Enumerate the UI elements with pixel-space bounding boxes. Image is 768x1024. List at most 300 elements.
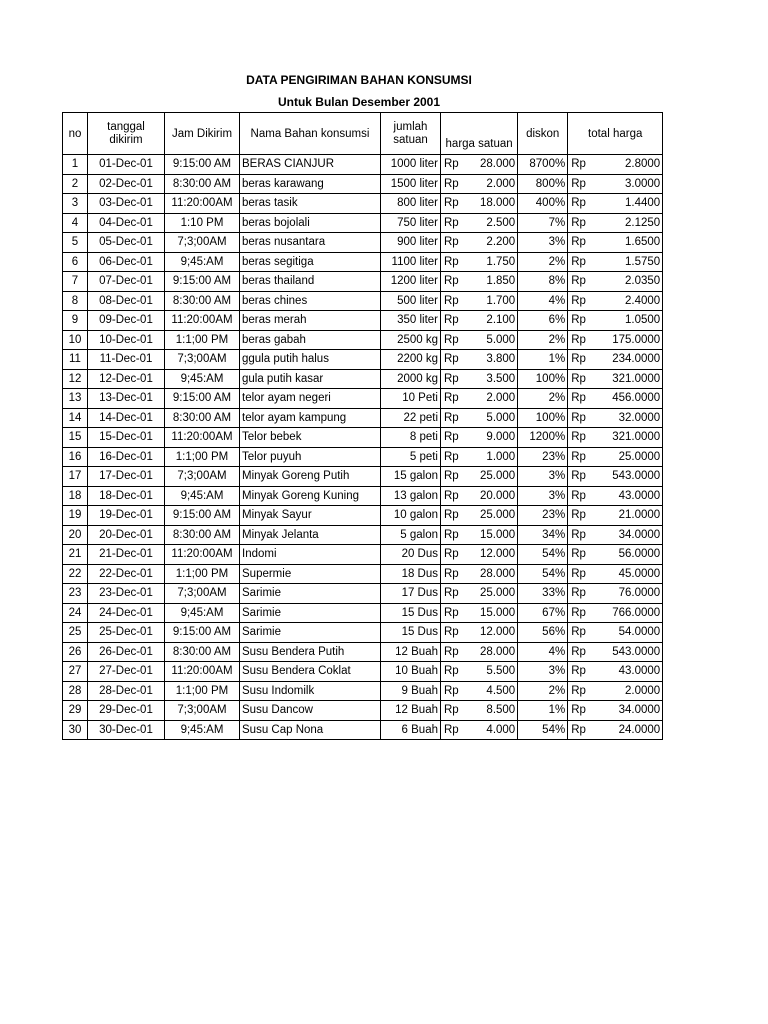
cell-no: 10 xyxy=(63,330,88,350)
cell-nama: beras bojolali xyxy=(240,213,381,233)
cell-no: 14 xyxy=(63,408,88,428)
cell-jumlah: 500 liter xyxy=(381,291,441,311)
cell-nama: Sarimie xyxy=(240,623,381,643)
cell-diskon: 1200% xyxy=(518,428,568,448)
cell-total-currency: Rp xyxy=(568,330,589,350)
cell-total-currency: Rp xyxy=(568,506,589,526)
cell-total-currency: Rp xyxy=(568,194,589,214)
cell-jam: 9:15:00 AM xyxy=(165,623,240,643)
cell-nama: beras thailand xyxy=(240,272,381,292)
cell-harga-currency: Rp xyxy=(441,428,461,448)
cell-jumlah: 9 Buah xyxy=(381,681,441,701)
cell-total: 1.6500 xyxy=(589,233,663,253)
cell-total: 3.0000 xyxy=(589,174,663,194)
table-row xyxy=(63,272,663,292)
cell-jumlah: 750 liter xyxy=(381,213,441,233)
table-row xyxy=(63,194,663,214)
cell-jam: 8:30:00 AM xyxy=(165,642,240,662)
cell-nama: Sarimie xyxy=(240,603,381,623)
header-diskon: diskon xyxy=(518,113,568,155)
cell-jumlah: 20 Dus xyxy=(381,545,441,565)
cell-jumlah: 15 Dus xyxy=(381,603,441,623)
cell-jumlah: 2200 kg xyxy=(381,350,441,370)
cell-nama: Minyak Sayur xyxy=(240,506,381,526)
cell-jam: 7;3;00AM xyxy=(165,467,240,487)
cell-tanggal: 09-Dec-01 xyxy=(88,311,165,331)
cell-harga-currency: Rp xyxy=(441,486,461,506)
cell-harga: 15.000 xyxy=(461,603,518,623)
cell-jumlah: 18 Dus xyxy=(381,564,441,584)
cell-nama: Telor bebek xyxy=(240,428,381,448)
table-row xyxy=(63,233,663,253)
cell-harga: 1.000 xyxy=(461,447,518,467)
cell-no: 19 xyxy=(63,506,88,526)
cell-harga-currency: Rp xyxy=(441,233,461,253)
table-row xyxy=(63,213,663,233)
cell-total-currency: Rp xyxy=(568,642,589,662)
cell-diskon: 34% xyxy=(518,525,568,545)
cell-nama: ggula putih halus xyxy=(240,350,381,370)
cell-tanggal: 23-Dec-01 xyxy=(88,584,165,604)
cell-harga: 15.000 xyxy=(461,525,518,545)
cell-total-currency: Rp xyxy=(568,389,589,409)
cell-diskon: 2% xyxy=(518,389,568,409)
cell-nama: Susu Indomilk xyxy=(240,681,381,701)
cell-harga-currency: Rp xyxy=(441,291,461,311)
cell-nama: gula putih kasar xyxy=(240,369,381,389)
cell-total: 45.0000 xyxy=(589,564,663,584)
cell-no: 8 xyxy=(63,291,88,311)
cell-tanggal: 11-Dec-01 xyxy=(88,350,165,370)
cell-total: 2.0350 xyxy=(589,272,663,292)
cell-harga: 20.000 xyxy=(461,486,518,506)
cell-total: 1.5750 xyxy=(589,252,663,272)
cell-total: 24.0000 xyxy=(589,720,663,740)
cell-total: 175.0000 xyxy=(589,330,663,350)
table-row xyxy=(63,311,663,331)
table-row xyxy=(63,467,663,487)
cell-jam: 8:30:00 AM xyxy=(165,174,240,194)
cell-harga-currency: Rp xyxy=(441,213,461,233)
cell-total-currency: Rp xyxy=(568,233,589,253)
cell-no: 16 xyxy=(63,447,88,467)
table-row xyxy=(63,720,663,740)
cell-jumlah: 1200 liter xyxy=(381,272,441,292)
cell-tanggal: 29-Dec-01 xyxy=(88,701,165,721)
cell-jumlah: 17 Dus xyxy=(381,584,441,604)
cell-no: 4 xyxy=(63,213,88,233)
cell-no: 3 xyxy=(63,194,88,214)
cell-nama: beras segitiga xyxy=(240,252,381,272)
table-row xyxy=(63,350,663,370)
cell-jam: 7;3;00AM xyxy=(165,350,240,370)
cell-diskon: 2% xyxy=(518,252,568,272)
table-row xyxy=(63,506,663,526)
cell-harga: 8.500 xyxy=(461,701,518,721)
table-row xyxy=(63,428,663,448)
cell-harga-currency: Rp xyxy=(441,681,461,701)
header-nama: Nama Bahan konsumsi xyxy=(240,113,381,155)
table-row xyxy=(63,564,663,584)
cell-total-currency: Rp xyxy=(568,213,589,233)
table-row xyxy=(63,486,663,506)
cell-harga-currency: Rp xyxy=(441,369,461,389)
cell-no: 23 xyxy=(63,584,88,604)
cell-tanggal: 12-Dec-01 xyxy=(88,369,165,389)
cell-jam: 9;45:AM xyxy=(165,252,240,272)
cell-diskon: 23% xyxy=(518,447,568,467)
cell-jumlah: 10 Buah xyxy=(381,662,441,682)
cell-jam: 9:15:00 AM xyxy=(165,155,240,175)
cell-jam: 9;45:AM xyxy=(165,720,240,740)
cell-nama: Sarimie xyxy=(240,584,381,604)
cell-total: 543.0000 xyxy=(589,642,663,662)
cell-nama: Susu Bendera Putih xyxy=(240,642,381,662)
cell-jumlah: 15 Dus xyxy=(381,623,441,643)
cell-total-currency: Rp xyxy=(568,155,589,175)
cell-total: 456.0000 xyxy=(589,389,663,409)
cell-jumlah: 350 liter xyxy=(381,311,441,331)
cell-tanggal: 05-Dec-01 xyxy=(88,233,165,253)
cell-no: 2 xyxy=(63,174,88,194)
document-subtitle: Untuk Bulan Desember 2001 xyxy=(277,95,441,109)
cell-total-currency: Rp xyxy=(568,350,589,370)
cell-tanggal: 30-Dec-01 xyxy=(88,720,165,740)
cell-harga: 28.000 xyxy=(461,564,518,584)
cell-harga: 2.100 xyxy=(461,311,518,331)
cell-harga-currency: Rp xyxy=(441,584,461,604)
cell-total-currency: Rp xyxy=(568,584,589,604)
cell-diskon: 2% xyxy=(518,681,568,701)
cell-jumlah: 12 Buah xyxy=(381,642,441,662)
cell-diskon: 800% xyxy=(518,174,568,194)
table-row xyxy=(63,408,663,428)
cell-harga-currency: Rp xyxy=(441,545,461,565)
cell-tanggal: 24-Dec-01 xyxy=(88,603,165,623)
cell-harga: 2.200 xyxy=(461,233,518,253)
cell-total: 2.4000 xyxy=(589,291,663,311)
cell-no: 26 xyxy=(63,642,88,662)
cell-harga: 3.500 xyxy=(461,369,518,389)
cell-nama: Minyak Goreng Kuning xyxy=(240,486,381,506)
cell-harga-currency: Rp xyxy=(441,408,461,428)
cell-diskon: 3% xyxy=(518,233,568,253)
cell-diskon: 4% xyxy=(518,642,568,662)
cell-no: 22 xyxy=(63,564,88,584)
cell-tanggal: 21-Dec-01 xyxy=(88,545,165,565)
cell-diskon: 100% xyxy=(518,369,568,389)
cell-jam: 9:15:00 AM xyxy=(165,272,240,292)
cell-tanggal: 03-Dec-01 xyxy=(88,194,165,214)
cell-jam: 1:1;00 PM xyxy=(165,330,240,350)
cell-harga: 18.000 xyxy=(461,194,518,214)
cell-tanggal: 13-Dec-01 xyxy=(88,389,165,409)
cell-nama: Indomi xyxy=(240,545,381,565)
table-row xyxy=(63,389,663,409)
cell-tanggal: 17-Dec-01 xyxy=(88,467,165,487)
cell-nama: Telor puyuh xyxy=(240,447,381,467)
cell-total: 543.0000 xyxy=(589,467,663,487)
cell-jam: 7;3;00AM xyxy=(165,233,240,253)
table-row xyxy=(63,330,663,350)
cell-total: 76.0000 xyxy=(589,584,663,604)
header-total: total harga xyxy=(568,113,663,155)
cell-no: 11 xyxy=(63,350,88,370)
cell-nama: beras gabah xyxy=(240,330,381,350)
cell-jumlah: 12 Buah xyxy=(381,701,441,721)
cell-nama: beras chines xyxy=(240,291,381,311)
cell-harga-currency: Rp xyxy=(441,252,461,272)
cell-nama: BERAS CIANJUR xyxy=(240,155,381,175)
cell-total: 321.0000 xyxy=(589,369,663,389)
cell-nama: Supermie xyxy=(240,564,381,584)
cell-total: 1.0500 xyxy=(589,311,663,331)
cell-harga-currency: Rp xyxy=(441,642,461,662)
table-row xyxy=(63,369,663,389)
table-header-row xyxy=(63,113,663,155)
table-row xyxy=(63,447,663,467)
cell-total: 34.0000 xyxy=(589,701,663,721)
cell-jumlah: 5 galon xyxy=(381,525,441,545)
cell-jumlah: 6 Buah xyxy=(381,720,441,740)
cell-no: 13 xyxy=(63,389,88,409)
cell-diskon: 56% xyxy=(518,623,568,643)
cell-nama: beras merah xyxy=(240,311,381,331)
cell-total-currency: Rp xyxy=(568,525,589,545)
cell-tanggal: 02-Dec-01 xyxy=(88,174,165,194)
cell-jam: 8:30:00 AM xyxy=(165,525,240,545)
cell-nama: Susu Cap Nona xyxy=(240,720,381,740)
cell-nama: Minyak Goreng Putih xyxy=(240,467,381,487)
cell-no: 15 xyxy=(63,428,88,448)
cell-total: 32.0000 xyxy=(589,408,663,428)
cell-no: 28 xyxy=(63,681,88,701)
cell-harga: 12.000 xyxy=(461,623,518,643)
cell-jumlah: 22 peti xyxy=(381,408,441,428)
cell-diskon: 3% xyxy=(518,662,568,682)
cell-harga: 1.700 xyxy=(461,291,518,311)
cell-harga-currency: Rp xyxy=(441,311,461,331)
cell-diskon: 33% xyxy=(518,584,568,604)
cell-jam: 9;45:AM xyxy=(165,603,240,623)
cell-total-currency: Rp xyxy=(568,720,589,740)
cell-jumlah: 800 liter xyxy=(381,194,441,214)
cell-harga-currency: Rp xyxy=(441,603,461,623)
cell-diskon: 7% xyxy=(518,213,568,233)
cell-harga-currency: Rp xyxy=(441,155,461,175)
cell-jumlah: 2000 kg xyxy=(381,369,441,389)
cell-jumlah: 2500 kg xyxy=(381,330,441,350)
cell-no: 20 xyxy=(63,525,88,545)
cell-tanggal: 10-Dec-01 xyxy=(88,330,165,350)
cell-jam: 11:20:00AM xyxy=(165,311,240,331)
header-tanggal: tanggal dikirim xyxy=(88,113,165,155)
cell-total-currency: Rp xyxy=(568,291,589,311)
cell-total: 21.0000 xyxy=(589,506,663,526)
cell-harga-currency: Rp xyxy=(441,330,461,350)
cell-jumlah: 8 peti xyxy=(381,428,441,448)
table-row xyxy=(63,701,663,721)
cell-harga-currency: Rp xyxy=(441,701,461,721)
cell-harga: 2.000 xyxy=(461,174,518,194)
cell-jam: 11:20:00AM xyxy=(165,428,240,448)
cell-nama: Susu Dancow xyxy=(240,701,381,721)
cell-harga: 25.000 xyxy=(461,467,518,487)
cell-harga: 3.800 xyxy=(461,350,518,370)
table-row xyxy=(63,525,663,545)
cell-harga: 9.000 xyxy=(461,428,518,448)
cell-total-currency: Rp xyxy=(568,467,589,487)
cell-nama: beras nusantara xyxy=(240,233,381,253)
cell-diskon: 6% xyxy=(518,311,568,331)
cell-harga: 28.000 xyxy=(461,155,518,175)
cell-total-currency: Rp xyxy=(568,564,589,584)
cell-tanggal: 04-Dec-01 xyxy=(88,213,165,233)
cell-tanggal: 25-Dec-01 xyxy=(88,623,165,643)
cell-harga: 25.000 xyxy=(461,584,518,604)
cell-no: 24 xyxy=(63,603,88,623)
cell-harga-currency: Rp xyxy=(441,564,461,584)
cell-diskon: 67% xyxy=(518,603,568,623)
cell-jam: 8:30:00 AM xyxy=(165,291,240,311)
cell-jam: 1:1;00 PM xyxy=(165,447,240,467)
table-row xyxy=(63,584,663,604)
cell-tanggal: 19-Dec-01 xyxy=(88,506,165,526)
cell-harga-currency: Rp xyxy=(441,623,461,643)
cell-tanggal: 22-Dec-01 xyxy=(88,564,165,584)
cell-total: 234.0000 xyxy=(589,350,663,370)
cell-no: 17 xyxy=(63,467,88,487)
cell-total: 2.8000 xyxy=(589,155,663,175)
cell-no: 6 xyxy=(63,252,88,272)
cell-jumlah: 1100 liter xyxy=(381,252,441,272)
cell-nama: Susu Bendera Coklat xyxy=(240,662,381,682)
table-row xyxy=(63,642,663,662)
cell-nama: Minyak Jelanta xyxy=(240,525,381,545)
cell-diskon: 1% xyxy=(518,701,568,721)
header-no: no xyxy=(63,113,88,155)
cell-total: 43.0000 xyxy=(589,662,663,682)
cell-diskon: 4% xyxy=(518,291,568,311)
cell-total-currency: Rp xyxy=(568,369,589,389)
cell-tanggal: 20-Dec-01 xyxy=(88,525,165,545)
cell-tanggal: 18-Dec-01 xyxy=(88,486,165,506)
cell-nama: beras tasik xyxy=(240,194,381,214)
cell-diskon: 1% xyxy=(518,350,568,370)
cell-no: 12 xyxy=(63,369,88,389)
cell-no: 29 xyxy=(63,701,88,721)
table-row xyxy=(63,603,663,623)
cell-tanggal: 15-Dec-01 xyxy=(88,428,165,448)
cell-no: 5 xyxy=(63,233,88,253)
cell-total-currency: Rp xyxy=(568,252,589,272)
cell-total-currency: Rp xyxy=(568,603,589,623)
cell-diskon: 8700% xyxy=(518,155,568,175)
cell-total-currency: Rp xyxy=(568,174,589,194)
cell-harga: 1.850 xyxy=(461,272,518,292)
cell-nama: telor ayam negeri xyxy=(240,389,381,409)
cell-tanggal: 14-Dec-01 xyxy=(88,408,165,428)
cell-diskon: 3% xyxy=(518,486,568,506)
cell-harga-currency: Rp xyxy=(441,389,461,409)
cell-diskon: 2% xyxy=(518,330,568,350)
cell-harga-currency: Rp xyxy=(441,350,461,370)
table-row xyxy=(63,545,663,565)
cell-harga: 12.000 xyxy=(461,545,518,565)
cell-total-currency: Rp xyxy=(568,428,589,448)
cell-diskon: 400% xyxy=(518,194,568,214)
header-harga xyxy=(441,113,518,155)
cell-jumlah: 1000 liter xyxy=(381,155,441,175)
cell-harga-currency: Rp xyxy=(441,662,461,682)
cell-total: 321.0000 xyxy=(589,428,663,448)
cell-total-currency: Rp xyxy=(568,681,589,701)
cell-harga: 5.500 xyxy=(461,662,518,682)
cell-jam: 11:20:00AM xyxy=(165,194,240,214)
table-row xyxy=(63,662,663,682)
cell-harga-currency: Rp xyxy=(441,525,461,545)
cell-jumlah: 13 galon xyxy=(381,486,441,506)
cell-jam: 1:1;00 PM xyxy=(165,564,240,584)
cell-harga: 25.000 xyxy=(461,506,518,526)
cell-total: 34.0000 xyxy=(589,525,663,545)
cell-harga-currency: Rp xyxy=(441,447,461,467)
cell-jumlah: 15 galon xyxy=(381,467,441,487)
cell-harga: 28.000 xyxy=(461,642,518,662)
cell-no: 9 xyxy=(63,311,88,331)
cell-harga-currency: Rp xyxy=(441,467,461,487)
cell-nama: beras karawang xyxy=(240,174,381,194)
cell-jumlah: 5 peti xyxy=(381,447,441,467)
cell-harga-currency: Rp xyxy=(441,272,461,292)
cell-total: 56.0000 xyxy=(589,545,663,565)
cell-tanggal: 06-Dec-01 xyxy=(88,252,165,272)
cell-harga: 5.000 xyxy=(461,330,518,350)
cell-no: 21 xyxy=(63,545,88,565)
cell-tanggal: 08-Dec-01 xyxy=(88,291,165,311)
cell-tanggal: 26-Dec-01 xyxy=(88,642,165,662)
cell-total: 2.0000 xyxy=(589,681,663,701)
cell-harga-currency: Rp xyxy=(441,194,461,214)
cell-total-currency: Rp xyxy=(568,545,589,565)
cell-jam: 9:15:00 AM xyxy=(165,389,240,409)
document-title: DATA PENGIRIMAN BAHAN KONSUMSI xyxy=(246,73,472,87)
cell-harga: 5.000 xyxy=(461,408,518,428)
table-row xyxy=(63,681,663,701)
table-row xyxy=(63,291,663,311)
cell-jam: 9;45:AM xyxy=(165,369,240,389)
cell-no: 1 xyxy=(63,155,88,175)
cell-jam: 9;45:AM xyxy=(165,486,240,506)
cell-diskon: 8% xyxy=(518,272,568,292)
cell-harga-currency: Rp xyxy=(441,174,461,194)
cell-diskon: 54% xyxy=(518,545,568,565)
cell-jam: 1:10 PM xyxy=(165,213,240,233)
cell-harga: 2.500 xyxy=(461,213,518,233)
cell-total-currency: Rp xyxy=(568,447,589,467)
cell-tanggal: 16-Dec-01 xyxy=(88,447,165,467)
cell-total-currency: Rp xyxy=(568,662,589,682)
cell-jumlah: 1500 liter xyxy=(381,174,441,194)
cell-no: 25 xyxy=(63,623,88,643)
cell-diskon: 100% xyxy=(518,408,568,428)
delivery-table xyxy=(62,112,663,740)
cell-harga: 4.000 xyxy=(461,720,518,740)
table-row xyxy=(63,623,663,643)
header-jam: Jam Dikirim xyxy=(165,113,240,155)
cell-total: 766.0000 xyxy=(589,603,663,623)
cell-jam: 7;3;00AM xyxy=(165,701,240,721)
